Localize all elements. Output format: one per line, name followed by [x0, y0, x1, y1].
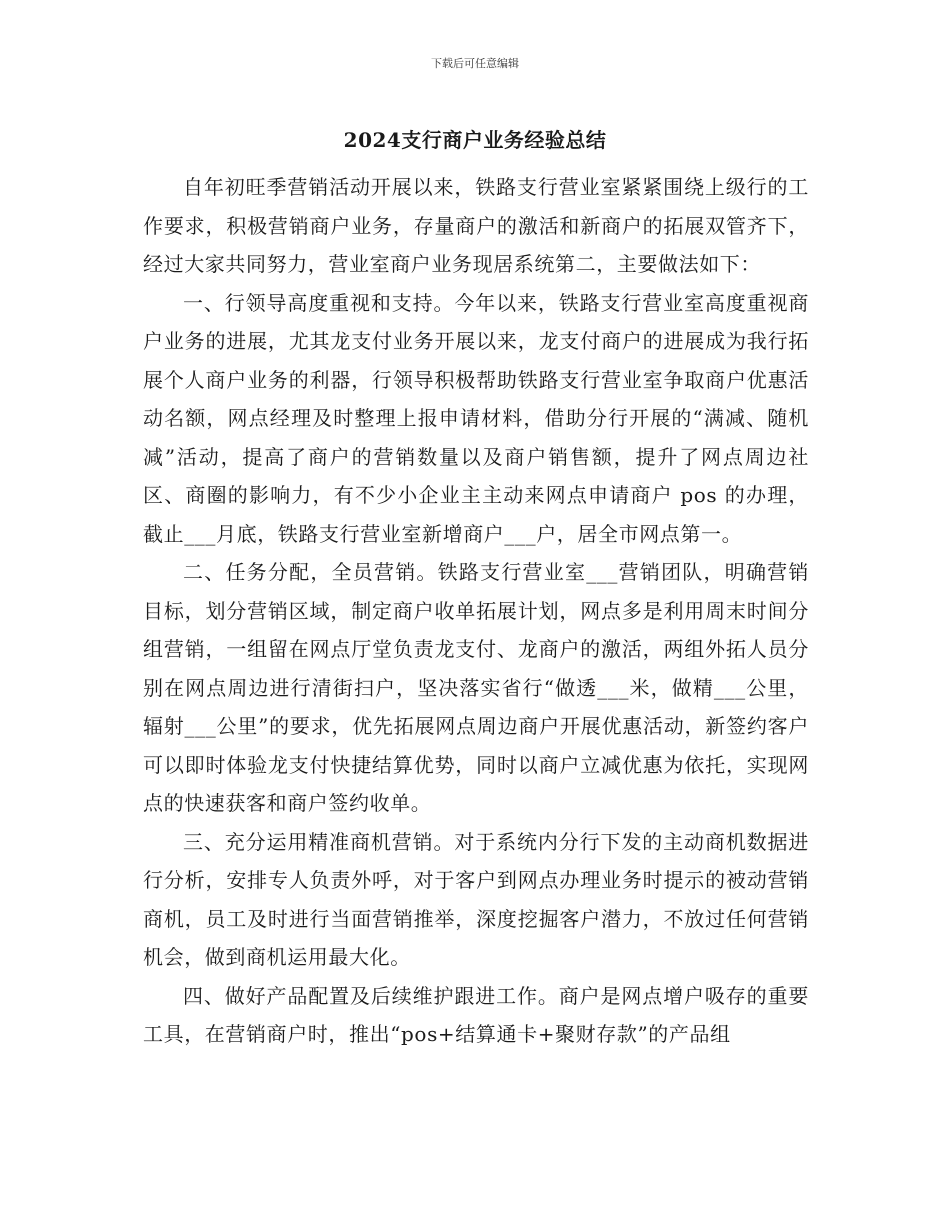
paragraph-product-configuration: 四、做好产品配置及后续维护跟进工作。商户是网点增户吸存的重要工具，在营销商户时，推出“pos+结算通卡+聚财存款”的产品组: [143, 983, 809, 1046]
paragraph-precise-marketing: 三、充分运用精准商机营销。对于系统内分行下发的主动商机数据进行分析，安排专人负责外呼，对于客户到网点办理业务时提示的被动营销商机，员工及时进行当面营销推举，深度挖掘客户潜力，不放过任何营销机会，做到商机运用最大化。: [143, 829, 809, 969]
page-header-note: 下载后可任意编辑: [431, 57, 519, 70]
paragraph-intro: 自年初旺季营销活动开展以来，铁路支行营业室紧紧围绕上级行的工作要求，积极营销商户业务，存量商户的激活和新商户的拓展双管齐下，经过大家共同努力，营业室商户业务现居系统第二，主要做法如下：: [143, 175, 809, 276]
document-body: [143, 168, 809, 1054]
document-title: 2024支行商户业务经验总结: [343, 128, 607, 152]
paragraph-leadership-support: 一、行领导高度重视和支持。今年以来，铁路支行营业室高度重视商户业务的进展，尤其龙支付业务开展以来，龙支付商户的进展成为我行拓展个人商户业务的利器，行领导积极帮助铁路支行营业室争取商户优惠活动名额，网点经理及时整理上报申请材料，借助分行开展的“满减、随机减”活动，提高了商户的营销数量以及商户销售额，提升了网点周边社区、商圈的影响力，有不少小企业主主动来网点申请商户 pos 的办理，截止___月底，铁路支行营业室新增商户___户，居全市网点第一。: [143, 290, 809, 546]
paragraph-task-allocation: 二、任务分配，全员营销。铁路支行营业室___营销团队，明确营销目标，划分营销区域，制定商户收单拓展计划，网点多是利用周末时间分组营销，一组留在网点厅堂负责龙支付、龙商户的激活，两组外拓人员分别在网点周边进行清街扫户，坚决落实省行“做透___米，做精___公里，辐射___公里”的要求，优先拓展网点周边商户开展优惠活动，新签约客户可以即时体验龙支付快捷结算优势，同时以商户立减优惠为依托，实现网点的快速获客和商户签约收单。: [143, 560, 809, 815]
